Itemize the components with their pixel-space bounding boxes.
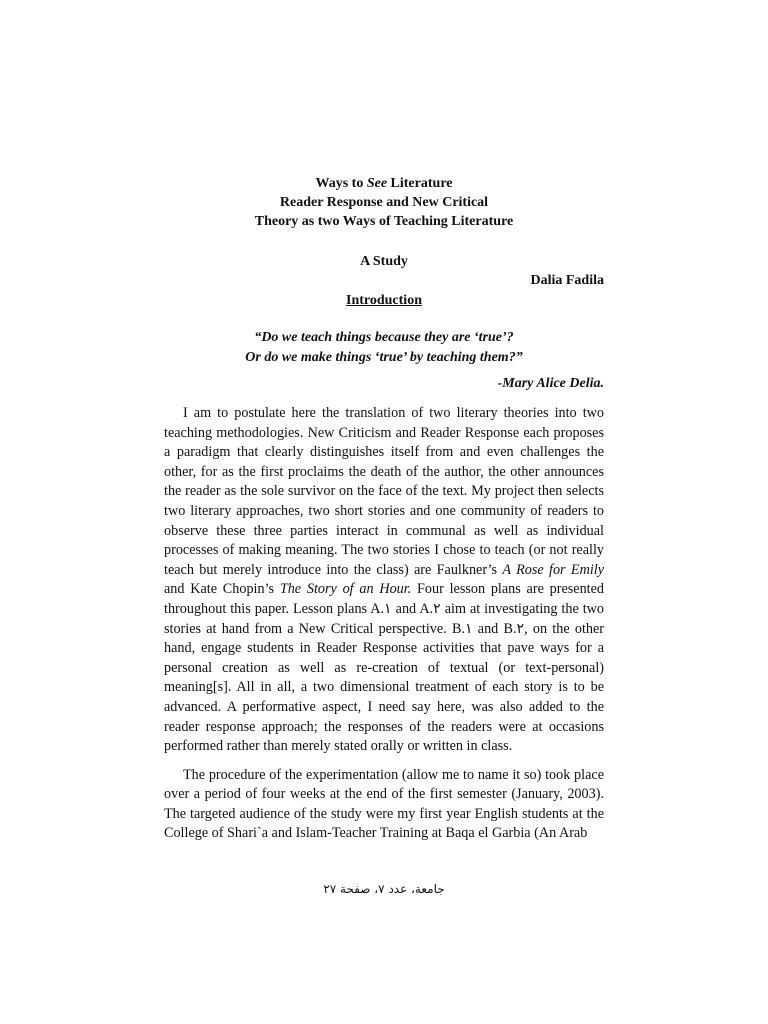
paper-subtitle: A Study	[360, 254, 408, 269]
epigraph-attribution: -Mary Alice Delia.	[497, 376, 604, 391]
epigraph-line-2: Or do we make things ‘true’ by teaching them?”	[245, 350, 523, 365]
epigraph	[164, 328, 604, 368]
story-title-2: The Story of an Hour.	[279, 581, 412, 598]
paragraph-1: I am to postulate here the translation of two literary theories into two teaching methodologies. New Criticism and Reader Response each proposes a paradigm that clearly distinguishes itself from and even challenges the other, for as the first proclaims the death of the author, the other announces the reader as the sole survivor on the face of the text. My project then selects two literary approaches, two short stories and one community of readers to observe these three parties interact in communal as well as individual processes of making meaning. The two stories I chose to teach (or not really teach but merely introduce into the class) are Faulkner’s A Rose for Emily and Kate Chopin’s The Story of an Hour. Four lesson plans are presented throughout this paper. Lesson plans A.١ and A.٢ aim at investigating the two stories at hand from a New Critical perspective. B.١ and B.٢, on the other hand, engage students in Reader Response activities that pave ways for a personal creation as well as re-creation of textual (or text-personal) meaning[s]. All in all, a two dimensional treatment of each story is to be advanced. A performative aspect, I need say here, was also added to the reader response approach; the responses of the readers were at occasions performed rather than merely stated orally or written in class.	[164, 405, 605, 755]
title-emphasis: See	[366, 176, 388, 191]
title-line-1: Ways to See Literature	[315, 176, 453, 191]
section-heading: Introduction	[346, 293, 422, 308]
title-line-2: Reader Response and New Critical	[279, 195, 489, 210]
page-footer: جامعة، عدد ٧، صفحة ٢٧	[323, 882, 445, 896]
epigraph-line-1: “Do we teach things because they are ‘true’?	[254, 330, 514, 345]
paragraph-2: The procedure of the experimentation (allow me to name it so) took place over a period of four weeks at the end of the first semester (January, 2003). The targeted audience of the study were my first year English students at the College of Shari`a and Islam-Teacher Training at Baqa el Garbia (An Arab	[164, 766, 604, 842]
story-title-1: A Rose for Emily	[502, 561, 604, 578]
title-line-3: Theory as two Ways of Teaching Literature	[254, 214, 514, 229]
paper-title	[164, 174, 604, 231]
body-text	[164, 404, 604, 853]
author-name: Dalia Fadila	[530, 273, 604, 288]
